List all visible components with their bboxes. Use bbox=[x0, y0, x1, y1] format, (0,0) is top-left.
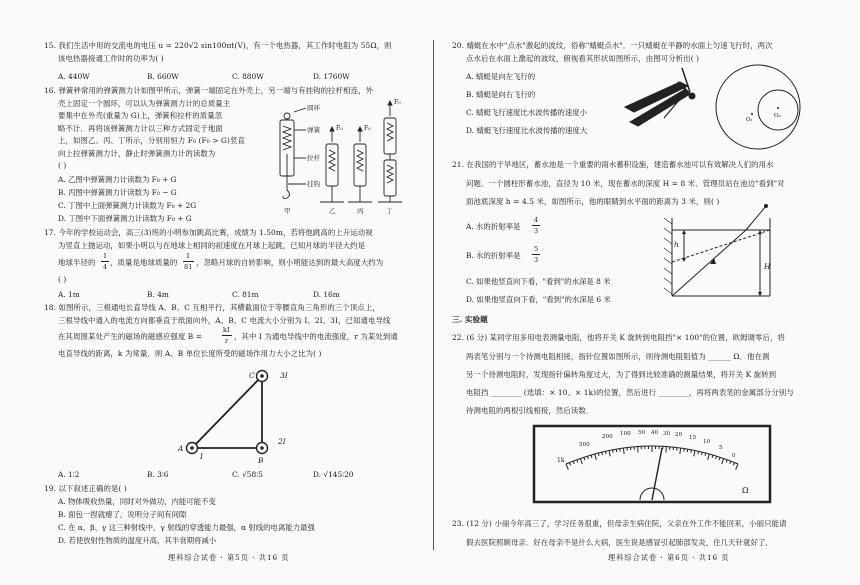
q18-label-3i: 3I bbox=[280, 371, 288, 380]
q22-line4: 电阻挡 ________ (选填：× 10、× 1k)的位置，然后进行 ________，再将两表笔的金属部分分别与 bbox=[466, 388, 794, 397]
q18-frac-num: kI bbox=[223, 326, 230, 334]
q18-option-d: D. √145∶20 bbox=[313, 470, 354, 479]
dial-tick bbox=[708, 454, 710, 460]
q21-option-c: C. 如果他竖直向下看，"看到"的水深是 8 米 bbox=[466, 277, 611, 286]
q21-option-b-label: B. 水的折射率是 bbox=[466, 251, 521, 260]
q21-line3: 面池底深度 h = 4.5 米，如图所示，他的眼睛到水平面的距离为 3 米，则( ) bbox=[466, 197, 720, 206]
dial-tick bbox=[588, 456, 589, 459]
fig16-force-ding: F₀ bbox=[394, 99, 401, 106]
q17-line1: 17. 今年的学校运动会，高三(3)班的小明参加跳高比赛，成绩为 1.50m，若将他跳高的上升运动视 bbox=[44, 228, 373, 237]
fig16-force-bing: F₀ bbox=[364, 125, 371, 132]
dial-tick bbox=[623, 448, 624, 454]
water-pool-figure bbox=[662, 202, 782, 300]
q18-label-i: I bbox=[200, 452, 204, 461]
fig16-label-rod: 拉杆 bbox=[307, 154, 321, 162]
dial-mark-15: 15 bbox=[689, 435, 697, 441]
spring-scale-figure bbox=[272, 98, 422, 223]
dial-tick bbox=[566, 464, 568, 470]
q22-line3: 另一个待测电阻时，发现指针偏转角度过大，为了得到比较准确的测量结果，将开关 K 旋转到 bbox=[466, 370, 777, 379]
q18-label-2i: 2I bbox=[278, 437, 286, 446]
triangle-wire-figure bbox=[180, 364, 290, 464]
fig16-label-jia: 甲 bbox=[284, 207, 291, 215]
q21-a-num: 4 bbox=[534, 216, 539, 224]
q22-line1: 22. (6 分) 某同学用多用电表测量电阻，他将开关 K 旋转到电阻挡"× 100"的位置，欧姆调零后，将 bbox=[452, 333, 786, 342]
q17-frac2-num: 1 bbox=[186, 252, 191, 260]
q20-line1: 20. 蜻蜓在水中"点水"激起的波纹，俗称"蜻蜓点水"．一只蜻蜓在平静的水面上匀速飞行时，两次 bbox=[452, 41, 773, 50]
page-footer-left: 理科综合试卷 · 第5页 · 共16 页 bbox=[168, 553, 290, 562]
q21-option-d: D. 如果他竖直向下看，"看到"的水深是 6 米 bbox=[466, 295, 611, 304]
q17-line3b: ，质量是地球质量的 bbox=[110, 258, 178, 267]
q19-option-a: A. 物体吸收热量，同时对外做功，内能可能不变 bbox=[58, 497, 216, 506]
q17-frac2-den: 81 bbox=[184, 263, 193, 271]
q17-option-d: D. 16m bbox=[313, 290, 340, 299]
q19-option-c: C. 在 α、β、γ 这三种射线中，γ 射线的穿透能力最强，α 射线的电离能力最强 bbox=[58, 523, 315, 532]
q22-line2: 两表笔分别与一个待测电阻相接，指针位置如图所示，则待测电阻阻值为 ______ Ω．他在测 bbox=[466, 352, 770, 361]
page-footer-right: 理科综合试卷 · 第6页 · 共16 页 bbox=[608, 553, 730, 562]
dial-mark-500: 500 bbox=[579, 442, 590, 448]
q20-option-d: D. 蜻蜓飞行速度比水波传播的速度大 bbox=[466, 126, 588, 135]
dial-tick bbox=[691, 450, 692, 453]
q20-line2: 点水后在水面上激起的波纹，俯视看其形状如图所示，由图可分析出( ) bbox=[466, 54, 700, 63]
q18-line1: 18. 如图所示，三根通电长直导线 A、B、C 互相平行，其横截面位于等腰直角三角形的三个顶点上， bbox=[44, 303, 380, 312]
dial-tick bbox=[598, 453, 599, 456]
q21-label-h: h bbox=[674, 240, 679, 249]
q17-line3c: ，忽略月球的自转影响，则小明能达到的最大高度大约为 bbox=[196, 258, 384, 267]
dial-tick bbox=[726, 460, 727, 463]
q16-option-c: C. 丁图中上面弹簧测力计读数为 F₀ + 2G bbox=[58, 201, 197, 210]
q21-line1: 21. 在我国的干旱地区，蓄水池是一个重要的雨水蓄积设施，建造蓄水池可以有效解决人们的用水 bbox=[452, 160, 774, 169]
q16-option-d: D. 丁图中下面弹簧测力计读数为 F₀ + G bbox=[58, 214, 192, 223]
q19-option-b: B. 面包一捏就瘪了，说明分子间有间隙 bbox=[58, 510, 187, 519]
dial-mark-20: 20 bbox=[675, 432, 683, 438]
fig16-label-yi: 乙 bbox=[329, 207, 336, 215]
dial-tick bbox=[722, 459, 724, 465]
dial-unit-ohm: Ω bbox=[742, 486, 749, 495]
dial-tick bbox=[584, 457, 585, 460]
q21-b-bar bbox=[532, 254, 540, 255]
q16-option-a: A. 乙图中弹簧测力计读数为 F₀ + G bbox=[58, 175, 177, 184]
q16-line1: 16. 弹簧秤常用的弹簧测力计如图甲所示，弹簧一端固定在外壳上，另一端与有挂钩的拉杆相连，外 bbox=[44, 86, 374, 95]
section-experiment-title: 三. 实验题 bbox=[452, 315, 488, 324]
q16-line4: 略不计．再将该弹簧测力计以三种方式固定于地面 bbox=[58, 124, 223, 133]
dial-mark-30: 30 bbox=[663, 431, 671, 437]
q21-label-H: H bbox=[764, 262, 771, 271]
q21-option-a-label: A. 水的折射率是 bbox=[466, 222, 521, 231]
q16-option-b: B. 丙图中弹簧测力计读数为 F₀ − G bbox=[58, 188, 177, 197]
dial-tick bbox=[736, 464, 738, 470]
q18-label-b: B bbox=[258, 456, 264, 465]
dragonfly-ripple-figure bbox=[620, 62, 820, 152]
q19-option-d: D. 若使放射性物质的温度升高，其半衰期将减小 bbox=[58, 536, 217, 545]
q15-option-c: C. 880W bbox=[232, 72, 264, 81]
q15-option-b: B. 660W bbox=[147, 72, 179, 81]
dial-tick bbox=[573, 461, 574, 464]
q15-line1: 15. 我们生活中用的交流电的电压 u = 220√2 sin100πt(V)，有一个电热器，其工作时电阻为 55Ω，则 bbox=[44, 41, 392, 50]
q17-option-a: A. 1m bbox=[58, 290, 80, 299]
dial-tick bbox=[719, 457, 720, 460]
fig16-label-ring: 圆环 bbox=[307, 104, 321, 112]
q20-label-o1: O₁ bbox=[746, 117, 754, 123]
q15-option-a: A. 440W bbox=[58, 72, 90, 81]
dial-tick bbox=[694, 451, 695, 457]
q16-line5: 上，如图乙、丙、丁所示，分别用恒力 F₀ (F₀ > G)竖直 bbox=[58, 136, 245, 145]
dial-tick bbox=[580, 459, 582, 465]
q21-line2: 问题．一个圆柱形蓄水池，直径为 10 米，现在蓄水的深度 H = 8 米．管理员站在池边"看到"对 bbox=[466, 179, 785, 188]
dial-tick bbox=[577, 460, 578, 463]
q18-line3a: 在其周围某处产生的磁场的磁感应强度 B = bbox=[58, 332, 203, 341]
dial-mark-50: 50 bbox=[638, 430, 646, 436]
q17-line2: 为竖直上抛运动，如果小明以与在地球上相同的初速度在月球上起跳，已知月球的半径大约是 bbox=[58, 241, 366, 250]
dial-tick bbox=[716, 456, 717, 459]
dial-tick bbox=[730, 461, 731, 464]
q17-line4: ( ) bbox=[58, 275, 67, 284]
q18-line4: 电直导线的距离，k 为常量．则 A、B 单位长度所受的磁场作用力大小之比为( ) bbox=[58, 349, 322, 358]
dial-tick bbox=[602, 452, 603, 455]
dial-mark-10: 10 bbox=[703, 439, 711, 445]
dial-tick bbox=[613, 450, 614, 453]
dial-tick bbox=[570, 463, 571, 466]
q18-option-b: B. 3∶6 bbox=[147, 470, 169, 479]
fig16-label-ding: 丁 bbox=[386, 207, 393, 215]
q16-line6: 向上拉弹簧测力计，静止时弹簧测力计的读数为 bbox=[58, 149, 216, 158]
q18-option-a: A. 1∶2 bbox=[58, 470, 80, 479]
q20-option-a: A. 蜻蜓是向左飞行的 bbox=[466, 72, 536, 81]
dial-tick bbox=[687, 449, 688, 452]
q20-option-b: B. 蜻蜓是向右飞行的 bbox=[466, 90, 536, 99]
q16-line2: 壳上固定一个圆环，可以认为弹簧测力计的总质量主 bbox=[58, 99, 231, 108]
dial-mark-200: 200 bbox=[602, 434, 613, 440]
q18-label-c: C bbox=[249, 371, 255, 380]
q15-line2: 该电热器接通工作时的功率为( ) bbox=[58, 54, 164, 63]
dial-tick bbox=[712, 455, 713, 458]
dial-mark-0: 0 bbox=[732, 453, 736, 459]
q16-line7: ( ) bbox=[58, 161, 67, 170]
dial-tick bbox=[680, 448, 681, 454]
q17-option-b: B. 4m bbox=[147, 290, 169, 299]
q20-label-o2: O₂ bbox=[774, 113, 782, 119]
dial-tick bbox=[616, 449, 617, 452]
q18-line3b: ，其中 I 为通电导线中的电流强度，r 为某处到通 bbox=[234, 332, 398, 341]
dial-mark-100: 100 bbox=[620, 431, 631, 437]
q23-line1: 23. (12 分) 小丽今年高三了，学习任务很重，但母亲生病住院，父亲在外工作不能回来，小丽只能请 bbox=[452, 519, 787, 528]
q17-frac1-bar bbox=[101, 261, 109, 262]
q16-line3: 要集中在外壳(重量为 G)上，弹簧和拉杆的质量忽 bbox=[58, 111, 223, 120]
dial-mark-5: 5 bbox=[719, 445, 723, 451]
q18-label-a: A bbox=[178, 444, 184, 453]
dial-mark-40: 40 bbox=[651, 430, 659, 436]
q18-frac-bar bbox=[222, 335, 232, 336]
q18-line2: 三根导线中通入的电流方向都垂直于纸面向外，A、B、C 电流大小分别为 I、2I、3I，已知通电导线 bbox=[58, 316, 391, 325]
q19-line1: 19. 以下叙述正确的是( ) bbox=[44, 484, 127, 493]
q23-line2: 假去医院照顾母亲．好在母亲不是什么大病，医生说是感冒引起肺部发炎，住几天针就好了． bbox=[466, 538, 774, 547]
q17-option-c: C. 81m bbox=[232, 290, 259, 299]
dial-tick bbox=[701, 452, 702, 455]
dial-tick bbox=[733, 463, 734, 466]
dial-tick bbox=[609, 451, 610, 457]
fig16-label-spring: 弹簧 bbox=[307, 126, 321, 134]
dial-tick bbox=[605, 451, 606, 454]
q21-a-den: 3 bbox=[534, 227, 539, 235]
q15-option-d: D. 1760W bbox=[313, 72, 350, 81]
q22-line5: 待测电阻的两根引线相接，然后读数． bbox=[466, 406, 594, 415]
fig16-label-hook: 挂钩 bbox=[307, 180, 321, 188]
q18-option-c: C. √58∶5 bbox=[232, 470, 263, 479]
q18-frac-den: r bbox=[225, 337, 229, 345]
fig16-label-bing: 丙 bbox=[357, 207, 364, 215]
q21-a-bar bbox=[532, 225, 540, 226]
q17-frac2-bar bbox=[183, 261, 194, 262]
dial-tick bbox=[595, 454, 597, 460]
dial-tick bbox=[591, 455, 592, 458]
dial-tick bbox=[698, 451, 699, 454]
q17-line3a: 地球半径的 bbox=[58, 258, 96, 267]
q21-b-num: 5 bbox=[534, 245, 539, 253]
q21-b-den: 3 bbox=[534, 256, 539, 264]
q17-frac1-den: 4 bbox=[103, 263, 108, 271]
q20-option-c: C. 蜻蜓飞行速度比水波传播的速度小 bbox=[466, 108, 587, 117]
q17-frac1-num: 1 bbox=[103, 252, 108, 260]
right-column bbox=[430, 0, 860, 585]
fig16-force-yi: F₀ bbox=[336, 125, 343, 132]
dial-mark-1k: 1k bbox=[557, 457, 565, 464]
dial-tick bbox=[705, 453, 706, 456]
